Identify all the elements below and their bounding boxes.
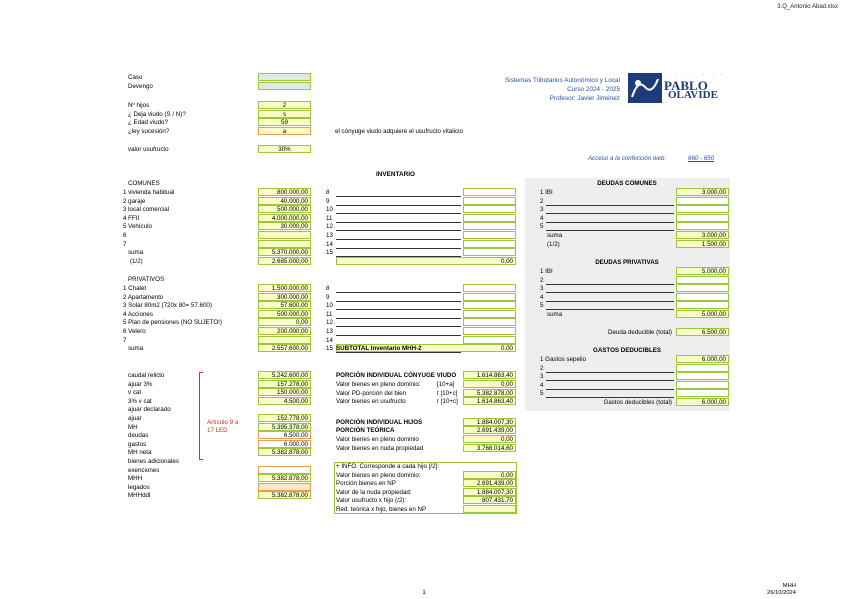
- porcion-hijos-row-value: 0,00: [463, 435, 516, 443]
- calc-label: caudal relicto: [128, 372, 165, 379]
- info-hijo-value: [463, 505, 516, 513]
- gastos-line: [546, 380, 674, 381]
- comunes-suma: 5.370.000,00: [258, 248, 311, 256]
- gastos-row-value[interactable]: [676, 372, 729, 380]
- porcion-hijos-row-value: 3.768.014,60: [463, 444, 516, 452]
- logo-text-1: PABLO: [664, 78, 708, 93]
- deuda-total: 6.500,00: [676, 328, 729, 336]
- comunes-row-value[interactable]: 500.000,00: [258, 205, 311, 213]
- info-hijo-value: 807.431,70: [463, 496, 516, 504]
- calc-label: 3% v cat: [128, 397, 152, 405]
- privativos-row-label: 5 Plan de pensiones (NO SUJETO!): [123, 319, 222, 327]
- deudas_comunes-row-label: 2: [540, 197, 544, 205]
- param-input[interactable]: 30%: [258, 145, 311, 153]
- deudas_comunes-row-value[interactable]: [676, 214, 729, 222]
- privativos-mid-number: 10: [326, 302, 333, 310]
- privativos-subtotal: 0,00: [336, 344, 516, 352]
- gastos-row-label: 5: [540, 390, 544, 398]
- comunes-mid-line: [336, 222, 461, 223]
- calc-label: ajuar declarado: [128, 406, 171, 414]
- comunes-row-value[interactable]: [258, 231, 311, 239]
- calc-value[interactable]: 152.778,00: [258, 414, 311, 422]
- comunes-mid-number: 12: [326, 223, 333, 231]
- comunes-title: COMUNES: [128, 180, 160, 187]
- calc-label: deudas: [128, 432, 149, 440]
- articulo-bracket: [199, 372, 203, 460]
- comunes-row-value[interactable]: [258, 240, 311, 248]
- privativos-mid-number: 13: [326, 328, 333, 335]
- comunes-mid-value[interactable]: [463, 240, 516, 248]
- gastos-row-value[interactable]: 6.000,00: [676, 355, 729, 363]
- deudas_privativas-row-label: 1 IBI: [540, 268, 553, 275]
- deudas_privativas-line: [546, 301, 674, 302]
- privativos-row-value[interactable]: 1.500.000,00: [258, 284, 311, 292]
- privativos-row-value[interactable]: 500.000,00: [258, 310, 311, 318]
- info-hijo-value: 2.691.439,00: [463, 479, 516, 487]
- course-title: Sistemas Tributarios Autonómico y Local: [504, 77, 620, 84]
- privativos-mid-line: [336, 352, 461, 353]
- deudas_comunes-line: [546, 222, 674, 223]
- param-label: valor usufructo: [128, 146, 169, 153]
- calc-label: MHH: [128, 475, 143, 483]
- deudas_privativas-row-value[interactable]: [676, 301, 729, 309]
- comunes-mid-line: [336, 230, 461, 231]
- deudas_privativas-row-value[interactable]: [676, 276, 729, 284]
- comunes-row-value[interactable]: 40.000,00: [258, 197, 311, 205]
- comunes-mid-value[interactable]: [463, 248, 516, 256]
- calc-value[interactable]: [258, 483, 311, 491]
- calc-label: MHHddl: [128, 492, 151, 500]
- gastos-row-label: 4: [540, 381, 544, 389]
- comunes-mid-line: [336, 213, 461, 214]
- deudas_comunes-line: [546, 230, 674, 231]
- porcion-viudo-label: Valor PD-porción del bien: [336, 389, 407, 397]
- footer-page: 1: [422, 589, 426, 596]
- course-year: Curso 2024 - 2025: [567, 86, 620, 93]
- deudas-comunes-half: 1.500,00: [676, 240, 729, 248]
- comunes-row-value[interactable]: 4.000.000,00: [258, 214, 311, 222]
- articulo-note-2: 17 LED: [207, 427, 228, 434]
- deudas_comunes-row-value[interactable]: [676, 205, 729, 213]
- porcion-viudo-label: Valor bienes en pleno dominio:: [336, 381, 421, 388]
- calc-value[interactable]: 5.382.878,00: [258, 491, 311, 499]
- deudas-privativas-suma: 5.000,00: [676, 310, 729, 318]
- deudas_privativas-row-label: 2: [540, 276, 544, 284]
- comunes-row-label: 1 vivienda habitual: [123, 189, 175, 196]
- gastos-row-value[interactable]: [676, 381, 729, 389]
- privativos-mid-value[interactable]: [463, 336, 516, 344]
- porcion-viudo-label: Valor bienes en usufructo: [336, 398, 406, 406]
- comunes-row-value[interactable]: 30.000,00: [258, 222, 311, 230]
- comunes-mid-number: 8: [326, 189, 330, 196]
- comunes-mid-line: [336, 205, 461, 206]
- param-input[interactable]: 2: [258, 101, 311, 109]
- privativos-mid-line: [336, 309, 461, 310]
- comunes-mid-value[interactable]: [463, 231, 516, 239]
- logo-dots: · · · · · · ·: [666, 72, 725, 78]
- privativos-row-label: 6 Velero: [123, 328, 146, 335]
- deudas_comunes-row-label: 5: [540, 223, 544, 231]
- porcion-viudo-tag: r [10+c]: [437, 398, 458, 406]
- info-hijo-label: Valor de la nuda propiedad:: [336, 488, 412, 496]
- deudas_privativas-row-label: 4: [540, 293, 544, 301]
- gastos-row-label: 3: [540, 373, 544, 381]
- privativos-mid-line: [336, 326, 461, 327]
- gastos-row-value[interactable]: [676, 389, 729, 397]
- calc-label: v cat: [128, 389, 142, 397]
- param-input[interactable]: [258, 73, 311, 81]
- info-hijo-label: Valor bienes en pleno dominio:: [336, 471, 421, 479]
- privativos-mid-number: 14: [326, 336, 333, 344]
- comunes-mid-number: 9: [326, 197, 330, 205]
- gastos-total-label: Gastos deducibles (total): [603, 399, 672, 406]
- comunes-mid-value[interactable]: [463, 222, 516, 230]
- deudas_comunes-row-label: 1 IBI: [540, 189, 553, 196]
- comunes-suma-label: suma: [128, 249, 144, 257]
- privativos-mid-number: 12: [326, 319, 333, 327]
- privativos-mid-number: 15: [326, 345, 333, 353]
- comunes-row-label: 2 garaje: [123, 197, 146, 205]
- privativos-row-value[interactable]: 300.000,00: [258, 293, 311, 301]
- privativos-mid-number: 11: [326, 310, 333, 318]
- param-input[interactable]: a: [258, 127, 311, 135]
- filename: 3.Q_Antonio Abad.xlsx: [777, 4, 838, 10]
- comunes-mid-number: 14: [326, 240, 333, 248]
- porcion-viudo-row-value: 1.614.863,40: [463, 397, 516, 405]
- param-label: Devengo: [128, 83, 153, 90]
- privativos-row-label: 3 Solar 80m2 (720x 80= 57.600): [123, 302, 212, 310]
- gastos-row-value[interactable]: [676, 364, 729, 372]
- deudas_comunes-row-value[interactable]: [676, 197, 729, 205]
- porcion-viudo-tag: [10+a]: [437, 381, 455, 388]
- porcion-viudo-tag: t [10+c]: [437, 389, 458, 397]
- calc-value[interactable]: [258, 466, 311, 474]
- privativos-mid-line: [336, 335, 461, 336]
- privativos-mid-line: [336, 318, 461, 319]
- deudas_comunes-title: DEUDAS COMUNES: [597, 180, 657, 187]
- gastos-line: [546, 389, 674, 390]
- porcion-viudo-row-value: 5.382.878,00: [463, 389, 516, 397]
- comunes-mid-number: 15: [326, 249, 333, 257]
- deudas_comunes-line: [546, 213, 674, 214]
- porcion-hijos-label: Valor bienes en pleno dominio: [336, 436, 419, 443]
- calc-label: exenciones: [128, 466, 160, 474]
- access-link[interactable]: 660 - 650: [688, 155, 715, 162]
- calc-label: ajuar: [128, 415, 142, 422]
- gastos-row-label: 1 Gastos sepelio: [540, 356, 587, 363]
- privativos-mid-value[interactable]: [463, 318, 516, 326]
- privativos-suma-label: suma: [128, 345, 144, 353]
- comunes-subtotal: 0,00: [336, 257, 516, 265]
- privativos-row-value[interactable]: 57.600,00: [258, 301, 311, 309]
- privativos-row-value[interactable]: 0,00: [258, 318, 311, 326]
- comunes-half-label: (1/2): [130, 257, 143, 265]
- comunes-row-label: 7: [123, 240, 127, 248]
- param-label: ¿ Deja viudo (S / N)?: [128, 111, 186, 118]
- porcion-hijos-label: Valor bienes en nuda propiedad: [336, 445, 424, 452]
- usufruct-note: el cónyuge viudo adquiere el usufructo vitalicio: [335, 128, 463, 135]
- deudas_comunes-row-value[interactable]: [676, 222, 729, 230]
- deudas-comunes-half-label: (1/2): [547, 240, 560, 248]
- privativos-mid-number: 8: [326, 285, 330, 292]
- param-label: ¿ Edad viudo?: [128, 119, 168, 126]
- comunes-mid-number: 11: [326, 214, 333, 222]
- comunes-mid-number: 13: [326, 232, 333, 239]
- info-hijo-label: Porción bienes en NP: [336, 480, 396, 488]
- comunes-half: 2.685.000,00: [258, 257, 311, 265]
- privativos-mid-value[interactable]: [463, 301, 516, 309]
- deudas_comunes-row-label: 4: [540, 214, 544, 222]
- param-label: ¿ley sucesión?: [128, 128, 170, 135]
- privativos-row-value[interactable]: 200.000,00: [258, 327, 311, 335]
- privativos-mid-value[interactable]: [463, 293, 516, 301]
- calc-value[interactable]: 157.278,00: [258, 380, 311, 388]
- deudas_privativas-line: [546, 309, 674, 310]
- privativos-mid-number: 9: [326, 293, 330, 301]
- privativos-row-value[interactable]: [258, 336, 311, 344]
- calc-value[interactable]: 5.382.878,00: [258, 448, 311, 456]
- comunes-row-label: 6: [123, 232, 127, 239]
- calc-label: gastos: [128, 440, 147, 448]
- privativos-mid-value[interactable]: [463, 327, 516, 335]
- calc-value[interactable]: 4.500,00: [258, 397, 311, 405]
- deudas_privativas-line: [546, 284, 674, 285]
- porcion-teorica-value: 2.691.439,00: [463, 426, 516, 434]
- deudas-privativas-suma-label: suma: [547, 311, 563, 318]
- param-input[interactable]: 59: [258, 118, 311, 126]
- comunes-row-label: 4 FFII: [123, 214, 140, 222]
- deudas_comunes-row-label: 3: [540, 206, 544, 214]
- comunes-mid-line: [336, 248, 461, 249]
- comunes-mid-line: [336, 196, 461, 197]
- comunes-mid-value[interactable]: [463, 214, 516, 222]
- porcion-hijos-title: PORCIÓN INDIVIDUAL HIJOS: [336, 419, 423, 426]
- privativos-row-label: 7: [123, 336, 127, 344]
- calc-value[interactable]: 5.395.378,00: [258, 423, 311, 431]
- info-hijo-label: Red. teórica x hijo, bienes en NP: [336, 505, 427, 513]
- gastos-title: GASTOS DEDUCIBLES: [593, 347, 661, 354]
- privativos-mid-value[interactable]: [463, 284, 516, 292]
- param-input[interactable]: s: [258, 110, 311, 118]
- professor: Profesor: Javier Jiménez: [549, 95, 620, 102]
- calc-value[interactable]: 5.382.878,00: [258, 474, 311, 482]
- deuda-total-label: Deuda deducible (total): [608, 329, 672, 336]
- footer-date: 26/10/2024: [766, 590, 796, 596]
- info-hijo-title: + INFO. Corresponde a cada hijo [/2]:: [336, 463, 440, 470]
- deudas_comunes-row-value[interactable]: 3.000,00: [676, 188, 729, 196]
- comunes-row-label: 5 Vehículo: [123, 223, 152, 231]
- param-label: Caso: [128, 74, 143, 81]
- privativos-mid-line: [336, 301, 461, 302]
- deudas_privativas-row-label: 5: [540, 302, 544, 310]
- inventario-title: INVENTARIO: [376, 171, 415, 178]
- deudas_privativas-row-value[interactable]: 5.000,00: [676, 267, 729, 275]
- porcion-viudo-title: PORCIÓN INDIVIDUAL CÓNYUGE VIUDO: [336, 372, 457, 379]
- comunes-mid-value[interactable]: [463, 188, 516, 196]
- param-label: Nº hijos: [128, 102, 150, 109]
- calc-label: MH: [128, 423, 138, 431]
- deudas-comunes-suma: 3.000,00: [676, 231, 729, 239]
- privativos-suma: 2.557.600,00: [258, 344, 311, 352]
- articulo-note-1: Artículo 9 a: [207, 419, 239, 426]
- privativos-row-label: 1 Chalet: [123, 285, 147, 292]
- gastos-total: 6.000,00: [676, 398, 729, 406]
- porcion-viudo-row-value: 0,00: [463, 380, 516, 388]
- calc-label: legados: [128, 483, 150, 491]
- comunes-mid-line: [336, 239, 461, 240]
- gastos-line: [546, 372, 674, 373]
- calc-value[interactable]: 6.000,00: [258, 440, 311, 448]
- calc-value[interactable]: 5.242.600,00: [258, 371, 311, 379]
- comunes-mid-number: 10: [326, 206, 333, 214]
- deudas_privativas-row-value[interactable]: [676, 293, 729, 301]
- comunes-row-value[interactable]: 800.000,00: [258, 188, 311, 196]
- footer-sheet: MHH: [782, 583, 796, 589]
- porcion-hijos-value: 1.884.007,30: [463, 418, 516, 426]
- info-hijo-value: 1.884.007,30: [463, 488, 516, 496]
- calc-label: ajuar 3%: [128, 380, 153, 388]
- privativos-title: PRIVATIVOS: [128, 276, 165, 283]
- comunes-mid-value[interactable]: [463, 205, 516, 213]
- calc-value[interactable]: 150.000,00: [258, 388, 311, 396]
- university-crest-icon: [628, 73, 662, 103]
- calc-label: bienes adicionales: [128, 458, 179, 465]
- deudas_privativas-title: DEUDAS PRIVATIVAS: [595, 259, 659, 266]
- calc-value[interactable]: 6.500,00: [258, 431, 311, 439]
- info-hijo-label: Valor usufructo x hijo (/2):: [336, 497, 407, 505]
- info-hijo-value: 0,00: [463, 471, 516, 479]
- access-label: Acceso a la confección web:: [588, 155, 667, 162]
- deudas_privativas-row-value[interactable]: [676, 284, 729, 292]
- comunes-mid-value[interactable]: [463, 197, 516, 205]
- deudas-comunes-suma-label: suma: [547, 232, 563, 239]
- calc-label: MH neta: [128, 449, 152, 457]
- privativos-mid-value[interactable]: [463, 310, 516, 318]
- privativos-row-label: 2 Apartamento: [123, 293, 164, 301]
- porcion-teorica-title: PORCIÓN TEÓRICA: [336, 427, 395, 434]
- privativos-subtotal-label: SUBTOTAL Inventario MHH-2: [336, 345, 422, 353]
- comunes-row-label: 3 local comercial: [123, 206, 170, 214]
- param-input[interactable]: [258, 82, 311, 90]
- deudas_privativas-line: [546, 292, 674, 293]
- deudas_privativas-row-label: 3: [540, 285, 544, 293]
- logo-text-2: OLAVIDE: [668, 89, 718, 101]
- gastos-row-label: 2: [540, 364, 544, 372]
- porcion-viudo-value: 1.614.863,40: [463, 371, 516, 379]
- privativos-mid-line: [336, 292, 461, 293]
- privativos-row-label: 4 Acciones: [123, 310, 153, 318]
- deudas_comunes-line: [546, 205, 674, 206]
